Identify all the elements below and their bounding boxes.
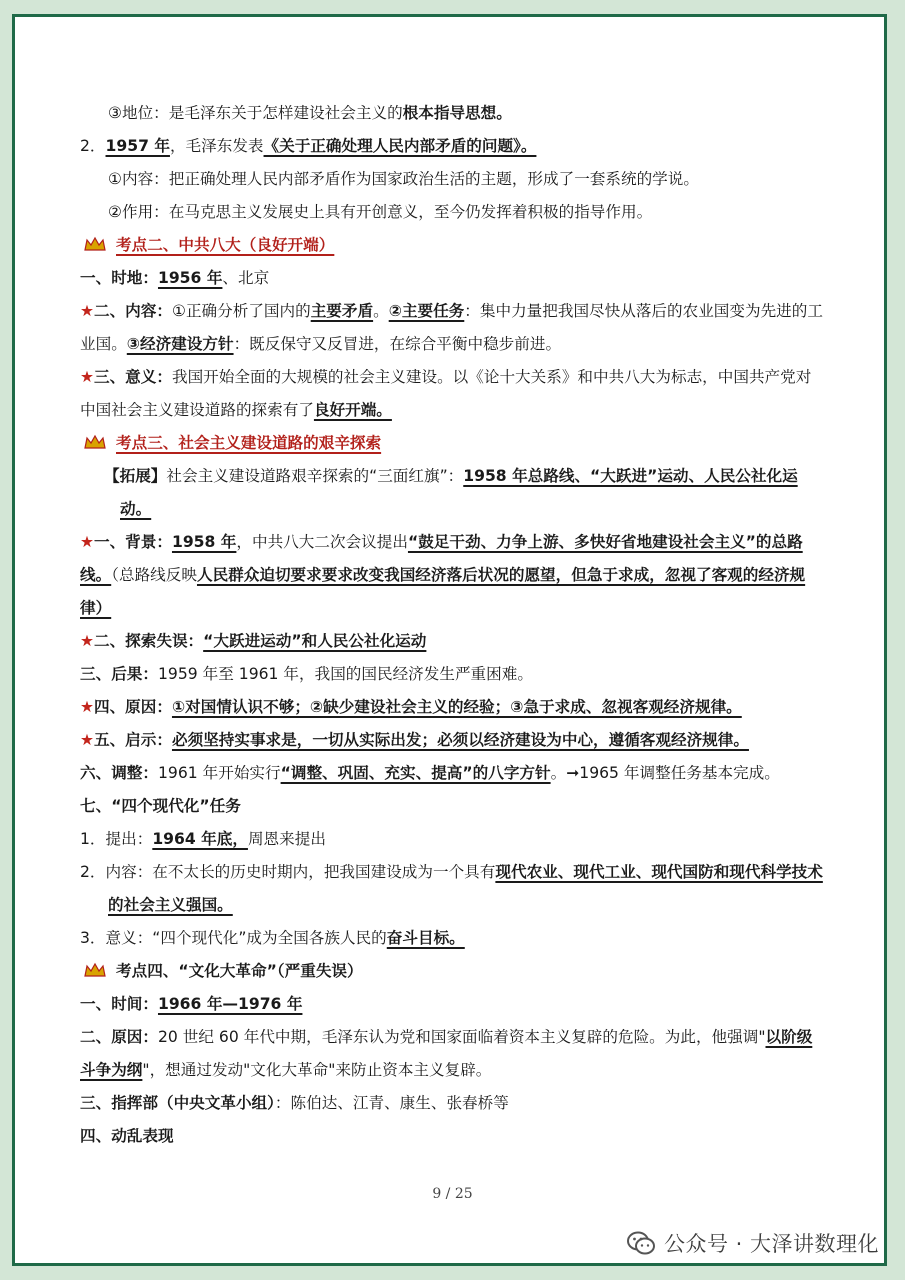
text: 1959 年至 1961 年，我国的国民经济发生严重困难。 xyxy=(157,665,533,683)
bold-text: 良好开端。 xyxy=(313,401,392,419)
bold-text: 以阶级斗争为纲 xyxy=(80,1028,813,1079)
item-label: 四、原因： xyxy=(93,698,172,716)
text: ，中共八大二次会议提出 xyxy=(236,533,408,551)
section-heading xyxy=(80,427,825,460)
text: 我国开始全面的大规模的社会主义建设。以《论十大关系》和中共八大为标志，中国共产党对中国社会主义建设道路的探索有了 xyxy=(80,368,812,419)
text: 意义：“四个现代化”成为全国各族人民的 xyxy=(105,929,387,947)
text: 1961 年开始实行 xyxy=(157,764,281,782)
item-label: 五、启示： xyxy=(93,731,172,749)
item-label: 一、时地： xyxy=(80,269,158,287)
item-label: 三、指挥部（中央文革小组） xyxy=(80,1094,275,1112)
text: ，毛泽东发表 xyxy=(169,137,264,155)
text-line xyxy=(80,691,825,724)
text-line: ①内容：把正确处理人民内部矛盾作为国家政治生活的主题，形成了一套系统的学说。 xyxy=(108,170,699,188)
text: 内容：在不太长的历史时期内，把我国建设成为一个具有 xyxy=(105,863,496,881)
item-label: 六、调整： xyxy=(80,764,158,782)
page-number: 9 / 25 xyxy=(432,1186,473,1202)
text-paragraph xyxy=(80,295,825,361)
heading-text: 考点三、社会主义建设道路的艰辛探索 xyxy=(116,434,382,452)
bold-text: 奋斗目标。 xyxy=(386,929,465,947)
list-number: 1． xyxy=(80,830,106,848)
text-line xyxy=(80,1120,825,1153)
text-paragraph xyxy=(80,1021,825,1087)
text: ：既反保守又反冒进，在综合平衡中稳步前进。 xyxy=(233,335,562,353)
text-line xyxy=(80,625,825,658)
item-label: 一、背景： xyxy=(93,533,172,551)
list-number: 3． xyxy=(80,929,106,947)
bold-text: ②主要任务 xyxy=(388,302,465,320)
item-label: 一、时间： xyxy=(80,995,158,1013)
watermark xyxy=(626,1228,879,1258)
item-label: 七、“四个现代化”任务 xyxy=(80,797,241,815)
text: ①正确分析了国内的 xyxy=(171,302,311,320)
text-paragraph xyxy=(80,526,825,625)
text: ：集中力量把我国尽快从落后的农业国变为先进的工业国。 xyxy=(80,302,823,353)
crown-icon xyxy=(84,434,106,450)
text: 周恩来提出 xyxy=(247,830,326,848)
text: 20 世纪 60 年代中期，毛泽东认为党和国家面临着资本主义复辟的危险。为此，他强调" xyxy=(157,1028,766,1046)
bold-text: 《关于正确处理人民内部矛盾的问题》。 xyxy=(263,137,537,155)
item-label: 三、后果： xyxy=(80,665,158,683)
text: 。 xyxy=(373,302,389,320)
text: 提出： xyxy=(105,830,153,848)
star-icon: ★ xyxy=(80,368,94,386)
section-heading xyxy=(80,955,825,988)
list-number: 2． xyxy=(80,137,106,155)
star-icon: ★ xyxy=(80,533,94,551)
text-line xyxy=(80,130,825,163)
bold-text: “大跃进运动”和人民公社化运动 xyxy=(203,632,427,650)
text-paragraph xyxy=(80,361,825,427)
crown-icon xyxy=(84,962,106,978)
text-line xyxy=(80,97,825,130)
bold-text: 1958 年总路线、“大跃进”运动、人民公社化运动。 xyxy=(120,467,798,518)
text: ：陈伯达、江青、康生、张春桥等 xyxy=(274,1094,509,1112)
item-label: 三、意义： xyxy=(93,368,172,386)
star-icon: ★ xyxy=(80,731,94,749)
star-icon: ★ xyxy=(80,632,94,650)
item-label: 【拓展】 xyxy=(104,467,167,485)
text: 、北京 xyxy=(222,269,270,287)
item-label: 四、动乱表现 xyxy=(80,1127,174,1145)
text-line xyxy=(80,262,825,295)
bold-text: “调整、巩固、充实、提高”的八字方针 xyxy=(280,764,551,782)
bold-text: 1956 年 xyxy=(157,269,223,287)
text: 社会主义建设道路艰辛探索的“三面红旗”： xyxy=(166,467,464,485)
bold-text: 人民群众迫切要求要求改变我国经济落后状况的愿望，但急于求成，忽视了客观的经济规律） xyxy=(80,566,806,617)
text: ③地位：是毛泽东关于怎样建设社会主义的 xyxy=(108,104,403,122)
heading-text: 考点四、“文化大革命”（严重失误） xyxy=(116,962,363,980)
bold-text: 主要矛盾 xyxy=(310,302,374,320)
text-paragraph xyxy=(80,856,825,922)
bold-text: 1966 年—1976 年 xyxy=(157,995,303,1013)
section-heading xyxy=(80,229,825,262)
text-line xyxy=(80,823,825,856)
text-line: ②作用：在马克思主义发展史上具有开创意义，至今仍发挥着积极的指导作用。 xyxy=(108,203,653,221)
item-label: 二、探索失误： xyxy=(93,632,204,650)
document-content xyxy=(80,97,825,1153)
bold-text: ③经济建设方针 xyxy=(126,335,234,353)
list-number: 2． xyxy=(80,863,106,881)
text: 。➞1965 年调整任务基本完成。 xyxy=(550,764,780,782)
star-icon: ★ xyxy=(80,698,94,716)
bold-text: 现代农业、现代工业、现代国防和现代科学技术的社会主义强国。 xyxy=(108,863,823,914)
text-line xyxy=(80,790,825,823)
text-line xyxy=(80,922,825,955)
text-line xyxy=(80,724,825,757)
crown-icon xyxy=(84,236,106,252)
bold-text: 1958 年 xyxy=(171,533,237,551)
bold-text: 1957 年 xyxy=(105,137,170,155)
bold-text: 1964 年底， xyxy=(152,830,248,848)
text-line xyxy=(80,658,825,691)
heading-text: 考点二、中共八大（良好开端） xyxy=(116,236,335,254)
bold-text: ①对国情认识不够；②缺少建设社会主义的经验；③急于求成、忽视客观经济规律。 xyxy=(171,698,742,716)
wechat-icon xyxy=(626,1230,656,1256)
text-line xyxy=(80,988,825,1021)
text-paragraph xyxy=(80,460,825,526)
bold-text: 必须坚持实事求是，一切从实际出发；必须以经济建设为中心，遵循客观经济规律。 xyxy=(171,731,749,749)
item-label: 二、原因： xyxy=(80,1028,158,1046)
bold-text: 根本指导思想。 xyxy=(402,104,512,122)
star-icon: ★ xyxy=(80,302,94,320)
text-line xyxy=(80,1087,825,1120)
watermark-text: 公众号 · 大泽讲数理化 xyxy=(663,1232,879,1256)
item-label: 二、内容： xyxy=(93,302,172,320)
text-line xyxy=(80,757,825,790)
bold-text: “鼓足干劲、力争上游、多快好省地建设社会主义”的总路线。 xyxy=(80,533,803,584)
text: （总路线反映 xyxy=(111,566,197,584)
text: "，想通过发动"文化大革命"来防止资本主义复辟。 xyxy=(142,1061,492,1079)
